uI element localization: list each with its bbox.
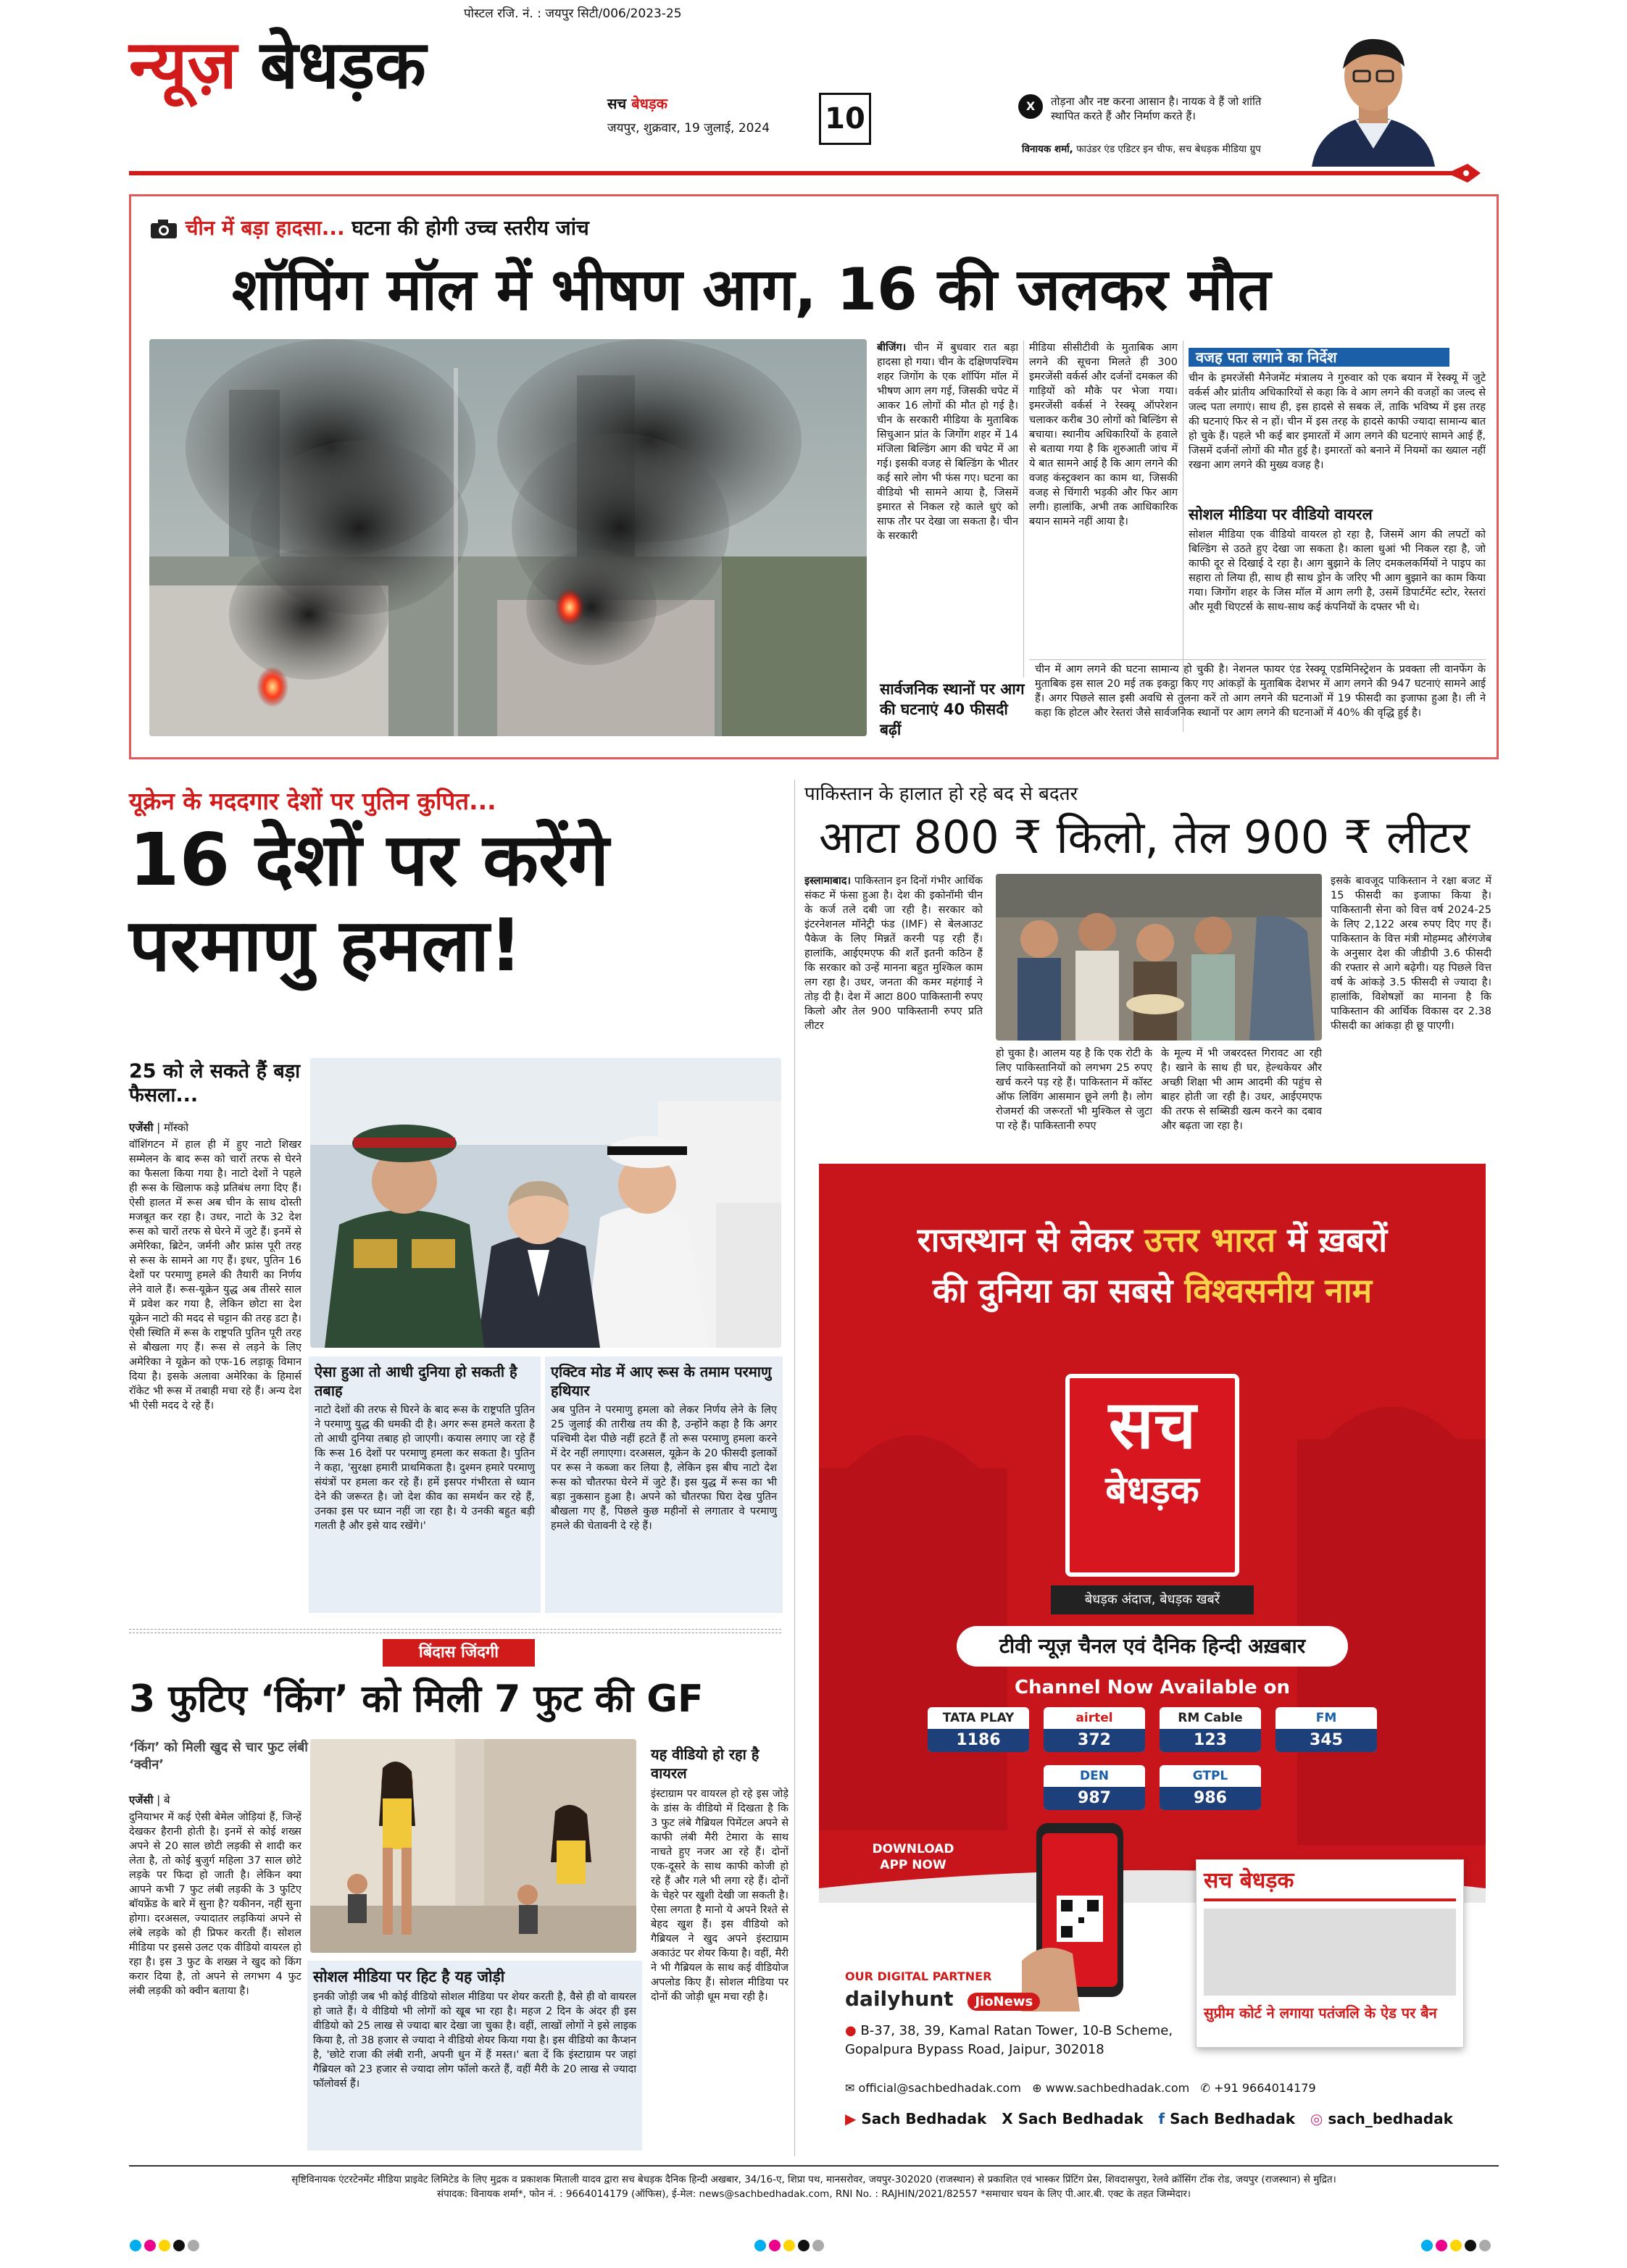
china-sub2-body: सोशल मीडिया एक वीडियो वायरल हो रहा है, जिसमें आग की लपटों को बिल्डिंग से उठते हुए देखा जा सकता है। काला धुआं भी निकल रहा है, जो काफी दूर से दिखाई दे रहा है। आग बुझाने के लिए दमकलकर्मियों ने पाइप का सहारा तो लिया ही, साथ ही साथ ड्रोन के जरिए भी आग बुझाने का काम किया गया। जिगोंग शहर के जिस मॉल में आग लगी है, उसमें डिपार्टमेंट स्टोर, रेस्तरां और मूवी थिएटर्स के साथ-साथ कई कंपनियों के दफ्तर भी थे। <box>1189 529 1486 613</box>
download-label[interactable]: DOWNLOAD APP NOW <box>872 1842 954 1872</box>
pak-col3: के मूल्य में भी जबरदस्त गिरावट आ रही है। खाने के साथ ही घर, हेल्थकेयर और अच्छी शिक्षा भी आम आदमी की पहुंच से बाहर होती जा रही है। उधर, आईएमएफ की तरफ से सब्सिडी खत्म करने का दबाव और बढ़ता जा रहा है। <box>1161 1048 1322 1132</box>
couple-photo <box>310 1739 636 1953</box>
pen-nib-icon <box>1446 161 1482 185</box>
facebook-icon: f <box>1158 2110 1165 2127</box>
china-sub1-body: चीन के इमरजेंसी मैनेजमेंट मंत्रालय ने गुरुवार को एक बयान में रेस्क्यू में जुटे वर्कर्स और प्रांतीय अधिकारियों से कहा कि वे आग लगने की वजहों का जल्द से जल्द पता लगाएं। साथ ही, इस हादसे से सबक लें, ताकि भविष्य में इस तरह की घटनाएं फिर से न हों। चीन में इस तरह के हादसे काफी ज्यादा सामान्य बात हो चुके हैं। पहले भी कई बार इमारतों में आग लगने की घटनाएं सामने आई हैं, जिसमें दर्जनों लोगों की मौत हुई है। इमारतों को बनाने में नियमों का ख्याल नहीं रखना आग लगने की मुख्य वजह है। <box>1189 372 1486 471</box>
russia-sub: 25 को ले सकते हैं बड़ा फैसला... <box>129 1060 301 1106</box>
ad-panel <box>819 1164 1486 2156</box>
x-icon: X <box>1002 2110 1013 2127</box>
bindas-tag: बिंदास जिंदगी <box>383 1639 535 1667</box>
jionews-logo: JioNews <box>968 1993 1040 2011</box>
russia-box1: ऐसा हुआ तो आधी दुनिया हो सकती है तबाह नाटो देशों की तरफ से घिरने के बाद रूस के राष्ट्रपति पुतिन ने परमाणु युद्ध की धमकी दी है। अगर रूस हमले करता है तो आधी दुनिया तबाह हो जाएगी। कयास लगाए जा रहे हैं कि रूस 16 देशों पर परमाणु हमला कर सकता है। पुतिन ने कहा, 'सुरक्षा हमारी प्राथमिकता है। दुश्मन हमारे परमाणु संयंत्रों पर हमला कर रहे हैं। हमें इसपर गंभीरता से ध्यान देने की जरूरत है। जो देश कीव का समर्थन कर रहे हैं, उनका इस पर ध्यान नहीं जा रहा है। ये उनकी बहुत बड़ी गलती है और इसे याद रखेंगे।' <box>309 1356 541 1613</box>
location-icon: ● <box>845 2023 857 2038</box>
china-box-body: चीन में आग लगने की घटना सामान्य हो चुकी है। नेशनल फायर एंड रेस्क्यू एडमिनिस्ट्रेशन के प्रवक्ता ली वानफेंग के मुताबिक इस साल 20 मई तक इकट्ठा किए गए आंकड़ों के मुताबिक देशभर में आग लगने की 947 घटनाएं सामने आई हैं। अगर पिछले साल इसी अवधि से तुलना करें तो आग लगने की घटनाओं में 19 फीसदी का इजाफा हुआ है। ली ने कहा कि होटल और रेस्तरां जैसे सार्वजनिक स्थानों पर आग लगने की घटनाओं में 40% की वृद्धि हुई है। <box>1035 664 1486 719</box>
china-headline: शॉपिंग मॉल में भीषण आग, 16 की जलकर मौत <box>232 256 1271 323</box>
russia-body: वॉशिंगटन में हाल ही में हुए नाटो शिखर सम्मेलन के बाद रूस को चारों तरफ से घेरने का फैसला किया गया है। नाटो देशों ने पहले ही रूस के खिलाफ कड़े प्रतिबंध लगा दिए हैं। ऐसी हालत में रूस अब चीन के साथ दोस्ती मजबूत कर रहा है। उधर, नाटो के 32 देश रूस को चारों तरफ से घेरने में जुटे हैं। इनमें से अमेरिका, ब्रिटेन, जर्मनी और फ्रांस पूरी तरह से रूस के सामने आ गए हैं। इधर, पुतिन 16 देशों पर परमाणु हमले की तैयारी का निर्णय लेने वाले हैं। रूस-यूक्रेन युद्ध अब तीसरे साल में प्रवेश कर गया है, लेकिन छोटा सा देश यूक्रेन नाटो की मदद से चट्टान की तरह डटा है। ऐसी स्थिति में रूस के राष्ट्रपति पुतिन पूरी तरह से बौखला गए हैं। रूस से लड़ने के लिए अमेरिका ने यूक्रेन को एफ-16 लड़ाकू विमान दिया है। इसके अलावा अमेरिका के हिमार्स रॉकेट भी रूस में तबाही मचा रहे हैं। अन्य देश भी ऐसी मदद दे रहे हैं। <box>129 1139 301 1412</box>
channel-gtpl: GTPL 986 <box>1160 1765 1261 1810</box>
channel-rmcable: RM Cable 123 <box>1160 1707 1261 1752</box>
bindas-byline: एजेंसी | बे <box>129 1793 170 1806</box>
pak-col1: इस्लामाबाद। पाकिस्तान इन दिनों गंभीर आर्थिक संकट में फंसा हुआ है। देश की इकोनॉमी चीन के कर्ज तले दबी जा रही है। सरकार को इंटरनेशनल मॉनेट्री फंड (IMF) से बेलआउट पैकेज के लिए मिन्नतें करनी पड़ रही हैं। हालांकि, आईएमएफ की शर्तें इतनी कठिन हैं कि सरकार को उन्हें मानना बहुत मुश्किल काम लग रहा है। उधर, जनता की कमर महंगाई ने तोड़ दी है। देश में आटा 800 पाकिस्तानी रुपए किलो और तेल 900 पाकिस्तानी रुपए प्रति लीटर <box>804 875 983 1032</box>
masthead-meta: सच बेधड़क जयपुर, शुक्रवार, 19 जुलाई, 2024 <box>607 94 781 136</box>
channel-fm: FM 345 <box>1276 1707 1377 1752</box>
phone-mockup <box>1022 1816 1145 2011</box>
page-number: 10 <box>819 93 871 145</box>
russia-byline: एजेंसी | मॉस्को <box>129 1121 189 1134</box>
china-col1: बीजिंग। चीन में बुधवार रात बड़ा हादसा हो गया। चीन के दक्षिणपश्चिम शहर जिगोंग के एक शॉपिंग मॉल में भीषण आग लग गई, जिसकी चपेट में आकर 16 लोगों की मौत हो गई है। चीन के सरकारी मीडिया के मुताबिक सिचुआन प्रांत के जिगोंग शहर में 14 मंजिला बिल्डिंग आग की चपेट में आ गई। इसकी वजह से बिल्डिंग के भीतर कई सारे लोग भी फंस गए। घटना का वीडियो भी सामने आया है, जिसमें इमारत से निकल रहे काले धुएं को साफ तौर पर देखा जा सकता है। चीन के सरकारी <box>877 342 1018 542</box>
china-kicker: चीन में बड़ा हादसा... घटना की होगी उच्च स्तरीय जांच <box>149 214 589 241</box>
editor-avatar <box>1297 22 1449 167</box>
newspaper-mockup: सच बेधड़क सुप्रीम कोर्ट ने लगाया पतंजलि के ऐड पर बैन <box>1196 1859 1464 2048</box>
bindas-intro: ‘किंग’ को मिली खुद से चार फुट लंबी ‘क्वीन’ <box>129 1740 308 1772</box>
bindas-box: सोशल मीडिया पर हिट है यह जोड़ी इनकी जोड़ी जब भी कोई वीडियो सोशल मीडिया पर शेयर करती है, वैसे ही वो वायरल हो जाते हैं। ये वीडियो भी लोगों को खूब भा रहा है। महज 2 दिन के अंदर ही इस वीडियो को 25 लाख से ज्यादा बार देखा जा चुका है। वहीं, लाखों लोगों ने इसे लाइक किया है, तो 38 हजार से ज्यादा ने वीडियो शेयर किया गया है। इस वीडियो का कैप्शन है, 'छोटे राजा की लंबी रानी, अपनी धुन में हैं मस्त।' बता दें कि इंस्टाग्राम पर जहां गैब्रियल को 23 हजार से ज्यादा लोग फॉलो करते हैं, वहीं मैरी के 20 लाख से ज्यादा फॉलोवर्स हैं। <box>307 1961 642 2151</box>
masthead-rule <box>129 171 1462 175</box>
instagram-icon: ◎ <box>1310 2110 1323 2127</box>
pak-kicker: पाकिस्तान के हालात हो रहे बद से बदतर <box>804 783 1078 805</box>
pak-headline: आटा 800 ₹ किलो, तेल 900 ₹ लीटर <box>819 811 1470 864</box>
channel-den: DEN 987 <box>1044 1765 1145 1810</box>
city-date: जयपुर, शुक्रवार, 19 जुलाई, 2024 <box>607 121 770 136</box>
ad-logo-tag: बेधड़क अंदाज, बेधड़क खबरें <box>1051 1585 1254 1614</box>
china-sub1: वजह पता लगाने का निर्देश <box>1189 348 1449 367</box>
social-row: ▶ Sach Bedhadak X Sach Bedhadak f Sach Bedhadak ◎ sach_bedhadak <box>845 2110 1453 2127</box>
putin-photo <box>310 1058 781 1348</box>
quote-author: विनायक शर्मा, फाउंडर एंड एडिटर इन चीफ, सच बेधड़क मीडिया ग्रुप <box>1022 143 1261 155</box>
dailyhunt-logo: dailyhunt <box>845 1987 954 2011</box>
channel-tataplay: TATA PLAY 1186 <box>928 1707 1029 1752</box>
globe-icon: ⊕ <box>1032 2081 1042 2095</box>
bindas-divider <box>129 1629 781 1633</box>
phone-icon: ✆ <box>1200 2081 1210 2095</box>
bindas-side-title: यह वीडियो हो रहा है वायरल <box>651 1746 760 1782</box>
registration-marks-left <box>129 2239 238 2252</box>
mail-icon: ✉ <box>845 2081 855 2095</box>
channel-airtel: airtel 372 <box>1044 1707 1145 1752</box>
registration-marks-center <box>754 2239 862 2252</box>
channel-heading: Channel Now Available on <box>1014 1677 1291 1698</box>
pak-crowd-photo <box>996 874 1322 1041</box>
russia-headline: 16 देशों पर करेंगे परमाणु हमला! <box>129 817 609 988</box>
bindas-side-body: इंस्टाग्राम पर वायरल हो रहे इस जोड़े के डांस के वीडियो में दिखता है कि 3 फुट लंबे गैब्रियल पिमेंटल अपने से काफी लंबी मैरी टेमारा के साथ नाचते हुए नजर आ रहे हैं। दोनों एक-दूसरे के साथ काफी कोजी हो रहे हैं और गले भी लगा रहे हैं। दोनों के चेहरे पर खुशी देखी जा सकती है। ऐसा लगता है मानो ये अपने रिश्ते से बेहद खुश हैं। इस वीडियो को गैब्रियल ने खुद अपने इंस्टाग्राम अकाउंट पर शेयर किया है। वहीं, मैरी ने भी गैब्रियल के साथ कई वीडियोज अपलोड किए हैं। सोशल मीडिया पर दोनों की जोड़ी धूम मचा रही है। <box>651 1788 788 2003</box>
contact-row: ✉ official@sachbedhadak.com ⊕ www.sachbedhadak.com ✆ +91 9664014179 <box>845 2081 1316 2095</box>
registration-marks-right <box>1420 2239 1500 2252</box>
logo-news: न्यूज़ <box>129 26 237 104</box>
partner-label: OUR DIGITAL PARTNER <box>845 1969 992 1983</box>
quote: तोड़ना और नष्ट करना आसान है। नायक वे हैं जो शांति स्थापित करते हैं और निर्माण करते हैं। <box>1051 95 1262 122</box>
partner-logos <box>845 1987 1040 2011</box>
footer-rule <box>129 2165 1499 2167</box>
logo-bedhadak: बेधड़क <box>259 26 426 104</box>
x-icon[interactable]: X <box>1018 94 1043 119</box>
bindas-body: दुनियाभर में कई ऐसी बेमेल जोड़ियां हैं, जिन्हें देखकर हैरानी होती है। इनमें से कोई शख्स अपने से 20 साल छोटी लड़की से शादी कर लेता है, तो कोई बुजुर्ग महिला 37 साल छोटे लड़के पर फिदा हो जाती है। लेकिन क्या आपने कभी 7 फुट लंबी लड़की के 3 फुटिए बॉयफ्रेंड के बारे में सुना है? यकीनन, नहीं सुना होगा। दरअसल, ज्यादातर लड़कियां अपने से लंबे लड़के को ही प्रिफर करती हैं। सोशल मीडिया पर इससे उलट एक वीडियो वायरल हो रहा है। इस 3 फुट के शख्स ने खुद को किंग करार दिया है, तो अपने से लगभग 4 फुट लंबी लड़की को क्वीन बताया है। <box>129 1812 301 1997</box>
bindas-headline: 3 फुटिए ‘किंग’ को मिली 7 फुट की GF <box>129 1677 704 1721</box>
china-col2: मीडिया सीसीटीवी के मुताबिक आग लगने की सूचना मिलते ही 300 इमरजेंसी वर्कर्स और दर्जनों दमकल की गाड़ियों को मौके पर भेजा गया। इमरजेंसी वर्कर्स ने रेस्क्यू ऑपरेशन चलाकर करीब 30 लोगों को बिल्डिंग से बचाया। स्थानीय अधिकारियों के हवाले से बताया गया है कि शुरुआती जांच में ये बात सामने आई है कि आग लगने की वजह कंस्ट्रक्शन का काम था, जिसकी वजह से चिंगारी भड़की और फिर आग लगी। हालांकि, अभी तक आधिकारिक बयान सामने नहीं आया है। <box>1029 342 1178 528</box>
russia-box2: एक्टिव मोड में आए रूस के तमाम परमाणु हथियार अब पुतिन ने परमाणु हमला को लेकर निर्णय लेने के लिए 25 जुलाई की तारीख तय की है, उन्होंने कहा है कि अगर पश्चिमी देश पीछे नहीं हटते हैं तो रूस परमाणु हमला करने में देर नहीं लगाएगा। दरअसल, यूक्रेन के 20 फीसदी इलाकों पर रूस ने कब्जा कर लिया है, लेकिन इस बीच नाटो देश रूस को चौतरफा घेरने में जुटे हैं। इस युद्ध में रूस का भी बड़ा नुकसान हुआ है। अपने को चौतरफा घिरा देख पुतिन बौखला गए हैं, पिछले कुछ महीनों से लगातार वे परमाणु हमले की चेतावनी दे रहे हैं। <box>545 1356 783 1613</box>
china-sub2: सोशल मीडिया पर वीडियो वायरल <box>1189 506 1373 523</box>
ad-headline: राजस्थान से लेकर उत्तर भारत में ख़बरों की दुनिया का सबसे विश्वसनीय नाम <box>917 1220 1388 1310</box>
pak-col4: इसके बावजूद पाकिस्तान ने रक्षा बजट में 15 फीसदी का इजाफा किया है। पाकिस्तानी सेना को वित्त वर्ष 2024-25 के लिए 2,122 अरब रुपए दिए गए हैं। पाकिस्तान के वित्त मंत्री मोहम्मद औरंगजेब के अनुसार देश की जीडीपी 3.6 फीसदी की रफ्तार से आगे बढ़ेगी। यह पिछले वित्त वर्ष के आंकड़े 3.5 फीसदी से ज्यादा है। हालांकि, विशेषज्ञों का मानना है कि पाकिस्तान की आर्थिक विकास दर 2.38 फीसदी का आंकड़ा ही छू पाएगी। <box>1331 875 1491 1032</box>
youtube-icon: ▶ <box>845 2110 857 2127</box>
channel-grid <box>928 1707 1377 1838</box>
fire-photo <box>149 339 867 736</box>
china-box-title: सार्वजनिक स्थानों पर आग की घटनाएं 40 फीसदी बढ़ीं <box>877 678 1029 741</box>
russia-kicker: यूक्रेन के मददगार देशों पर पुतिन कुपित... <box>129 787 496 815</box>
logo <box>129 26 426 104</box>
pak-col2: हो चुका है। आलम यह है कि एक रोटी के लिए पाकिस्तानियों को लगभग 25 रुपए खर्च करने पड़ रहे हैं। पाकिस्तान में कॉस्ट ऑफ लिविंग आसमान छूने लगी है। लोग रोजमर्रा की जरूरतों भी मुश्किल से जुटा पा रहे हैं। पाकिस्तानी रुपए <box>996 1048 1152 1132</box>
camera-icon <box>149 218 178 240</box>
ad-logo: सच बेधड़क <box>1065 1374 1239 1577</box>
postal-line: पोस्टल रजि. नं. : जयपुर सिटी/006/2023-25 <box>464 7 682 21</box>
footer: सृष्टिविनायक एंटरटेनमेंट मीडिया प्राइवेट लिमिटेड के लिए मुद्रक व प्रकाशक मिताली यादव द्वारा सच बेधड़क दैनिक हिन्दी अखबार, 34/16-ए, शिप्रा पथ, मानसरोवर, जयपुर-302020 (राजस्थान) से प्रकाशित एवं भास्कर प्रिंटिंग प्रेस, शिवदासपुरा, रेलवे क्रॉसिंग टोंक रोड, जयपुर (राजस्थान) से मुद्रित। संपादक: विनायक शर्मा*, फोन नं. : 9664014179 (ऑफिस), ई-मेल: news@sachbedhadak.com, RNI No. : RAJHIN/2021/82557 *समाचार चयन के लिए पी.आर.बी. एक्ट के तहत जिम्मेदार। <box>291 2174 1336 2200</box>
ad-tagline: टीवी न्यूज़ चैनल एवं दैनिक हिन्दी अख़बार <box>957 1626 1348 1667</box>
address: ● B-37, 38, 39, Kamal Ratan Tower, 10-B Scheme, Gopalpura Bypass Road, Jaipur, 302018 <box>845 2023 1173 2057</box>
